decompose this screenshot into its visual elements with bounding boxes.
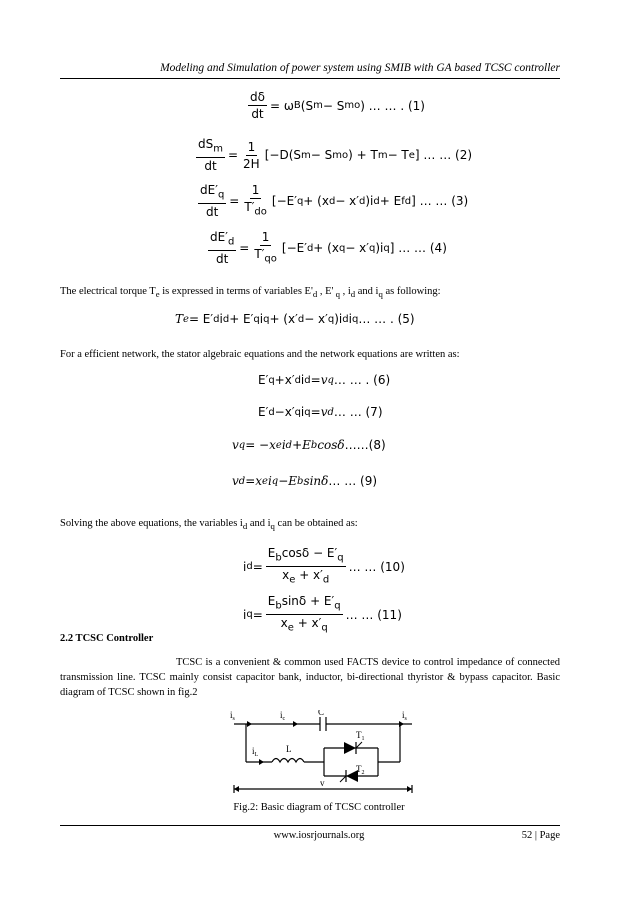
fraction: $\frac{1}{2H}$ (243, 139, 260, 171)
equation-7: E′ d −x′ q i q = v d … … (7) (258, 405, 383, 419)
equation-2: $\frac{dS_m}{dt}$ = $\frac{1}{2H}$ [−D(S m − S mo ) + T m − T e ] … … (2) (198, 137, 473, 174)
torque-intro: The electrical torque $T_e$ is expressed in terms of variables $E'_d$ , E' $_q$ , $i_d$ and $i_q$ as following: (60, 286, 441, 300)
fraction: $\frac{dE'_d}{dt}$ (210, 230, 235, 267)
footer-website[interactable]: www.iosrjournals.org (273, 830, 365, 841)
label-il: $i_L$ (252, 746, 259, 758)
tcsc-paragraph: TCSC is a convenient & common used FACTS device to control impedance of connected transmission line. TCSC mainly consist capacitor bank, inductor, bi-directional thyristor & bypass capacitor. Basic diagram of TCSC shown in fig.2 (60, 657, 560, 698)
footer-rule (60, 825, 560, 826)
section-heading: 2.2 TCSC Controller (60, 633, 154, 644)
label-is-right: $i_s$ (402, 710, 407, 722)
fraction: $\frac{E_b\sin\delta + E'_q}{x_e + x'_q}$ (267, 594, 341, 634)
arrow-ic (293, 721, 298, 727)
fraction: $\frac{1}{T'_{do}}$ (244, 183, 267, 218)
fraction: $\frac{E_b\cos\delta - E'_q}{x_e + x'_d}$ (267, 546, 344, 586)
figure-caption: Fig.2: Basic diagram of TCSC controller (233, 802, 405, 813)
arrow-v-right (407, 786, 412, 792)
arrow-is-left (247, 721, 252, 727)
equation-9: v d = x e i q − E b sinδ … … (9) (232, 474, 378, 488)
label-is-left: $i_s$ (230, 710, 235, 722)
fraction: $\frac{1}{T'_{qo}}$ (254, 230, 277, 265)
arrow-il (259, 759, 264, 765)
network-intro: For a efficient network, the stator algebraic equations and the network equations are written as: (60, 349, 460, 360)
arrow-is-right (399, 721, 404, 727)
fraction: $\frac{d\delta}{dt}$ (250, 90, 265, 121)
equation-4: $\frac{dE'_d}{dt}$ = $\frac{1}{T'_{qo}}$ [−E′ d + (x q − x′ q )i q ] … … (4) (210, 230, 447, 267)
equation-3: $\frac{dE'_q}{dt}$ = $\frac{1}{T'_{do}}$ [−E′ q + (x d − x′ d )i d + E fd ] … … (3) (200, 183, 469, 220)
label-v: v (320, 778, 325, 788)
equation-11: i q = $\frac{E_b\sin\delta + E'_q}{x_e + x'_q}$ … … (11) (243, 594, 402, 634)
equation-6: E′ q +x′ d i d = v q … … . (6) (258, 373, 391, 387)
header-rule (60, 78, 560, 79)
footer-page-number: 52 | Page (521, 830, 560, 841)
arrow-v-left (234, 786, 239, 792)
label-t1: $T_1$ (356, 730, 365, 742)
label-ic: $i_c$ (280, 710, 286, 722)
label-c: C (318, 710, 325, 717)
running-header: Modeling and Simulation of power system using SMIB with GA based TCSC controller (160, 62, 560, 74)
fraction: $\frac{dS_m}{dt}$ (198, 137, 223, 174)
tcsc-diagram (228, 710, 418, 795)
equation-10: i d = $\frac{E_b\cos\delta - E'_q}{x_e + x'_d}$ … … (10) (243, 546, 405, 586)
equation-8: v q = − x e i d + E b cosδ ……(8) (232, 438, 386, 452)
equation-5: T e = E′ d i d + E′ q i q + (x′ d − x′ q )i d i q … … . (5) (175, 312, 415, 326)
fraction: $\frac{dE'_q}{dt}$ (200, 183, 225, 220)
label-l: L (286, 744, 292, 754)
equation-1: $\frac{d\delta}{dt}$ = ω B (S m − S mo ) … … . (1) (250, 90, 425, 121)
solving-intro: Solving the above equations, the variables $i_d$ and $i_q$ can be obtained as: (60, 518, 358, 532)
label-t2: $T_2$ (356, 764, 365, 776)
